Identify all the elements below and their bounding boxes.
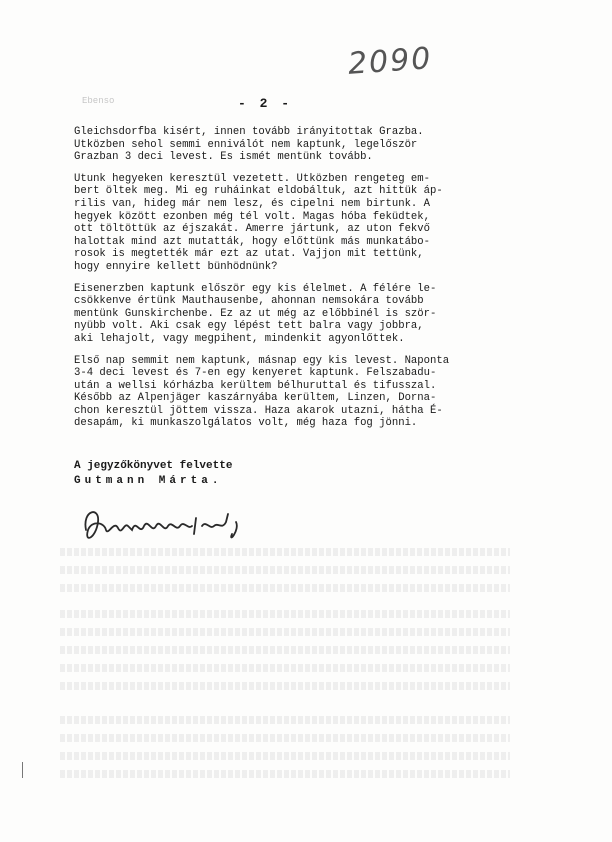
faint-stamp: Ebenso <box>82 96 115 106</box>
closing-line: A jegyzőkönyvet felvette <box>74 460 233 472</box>
recorder-name: Gutmann Márta. <box>74 475 223 487</box>
text-line: desapám, ki munkaszolgálatos volt, még haza fog jönni. <box>74 417 418 430</box>
paragraph <box>74 173 514 274</box>
bleed-through-text <box>60 664 510 672</box>
archive-number: 2090 <box>346 41 434 82</box>
bleed-through-text <box>60 682 510 690</box>
text-line: mentünk Gunskirchenbe. Ez az ut még az előbbinél is ször- <box>74 307 437 320</box>
text-line: rosok is megtették már ezt az utat. Vajjon mit tettünk, <box>74 248 424 261</box>
text-line: aki lehajolt, vagy megpihent, mindenkit agyonlőttek. <box>74 332 405 345</box>
bleed-through-text <box>60 752 510 760</box>
text-line: halottak mind azt mutatták, hogy előttünk más munkatábo- <box>74 235 431 248</box>
text-line: Később az Alpenjäger kaszárnyába kerültem, Linzen, Dornа- <box>74 392 437 405</box>
text-line: chon keresztül jöttem vissza. Haza akarok utazni, hátha É- <box>74 404 443 417</box>
paragraph <box>74 126 514 164</box>
bleed-through-text <box>60 734 510 742</box>
bleed-through-text <box>60 584 510 592</box>
bleed-through-text <box>60 628 510 636</box>
handwritten-signature <box>78 500 278 550</box>
text-line: Gleichsdorfba kisért, innen tovább irányitottak Grazba. <box>74 126 424 138</box>
bleed-through-text <box>60 610 510 618</box>
page-number: - 2 - <box>238 96 293 111</box>
bleed-through-text <box>60 716 510 724</box>
text-line: hogy ennyire kellett bünhödnünk? <box>74 260 278 273</box>
bleed-through-text <box>60 770 510 778</box>
text-line: Utközben sehol semmi enniválót nem kaptunk, legelőször <box>74 138 418 151</box>
text-line: 3-4 deci levest és 7-en egy kenyeret kaptunk. Felszabadu- <box>74 367 437 380</box>
bleed-through-text <box>60 566 510 574</box>
text-line: Utunk hegyeken keresztül vezetett. Utközben rengeteg em- <box>74 172 431 185</box>
signature-block <box>74 459 514 489</box>
text-line: nyübb volt. Aki csak egy lépést tett balra vagy jobbra, <box>74 320 424 333</box>
testimony-body <box>74 118 514 439</box>
bleed-through-text <box>60 646 510 654</box>
text-line: bert öltek meg. Mi eg ruháinkat eldobáltuk, azt hittük áp- <box>74 185 443 198</box>
text-line: csökkenve értünk Mauthausenbe, ahonnan nemsokára tovább <box>74 295 424 308</box>
text-line: hegyek között ezonben még tél volt. Magas hóba feküdtek, <box>74 210 431 223</box>
text-line: Grazban 3 deci levest. Es ismét mentünk tovább. <box>74 151 373 164</box>
text-line: ott töltöttük az éjszakát. Amerre jártunk, az uton fekvő <box>74 223 431 236</box>
text-line: Eisenerzben kaptunk először egy kis élelmet. A félére le- <box>74 282 437 295</box>
text-line: rilis van, hideg már nem lesz, és cipelni nem birtunk. A <box>74 197 431 210</box>
text-line: Első nap semmit nem kaptunk, másnap egy kis levest. Naponta <box>74 354 450 367</box>
margin-mark <box>22 762 23 778</box>
bleed-through-text <box>60 548 510 556</box>
paragraph <box>74 355 514 431</box>
text-line: után a wellsi kórházba kerültem bélhuruttal és tifusszal. <box>74 379 437 392</box>
paragraph <box>74 283 514 346</box>
